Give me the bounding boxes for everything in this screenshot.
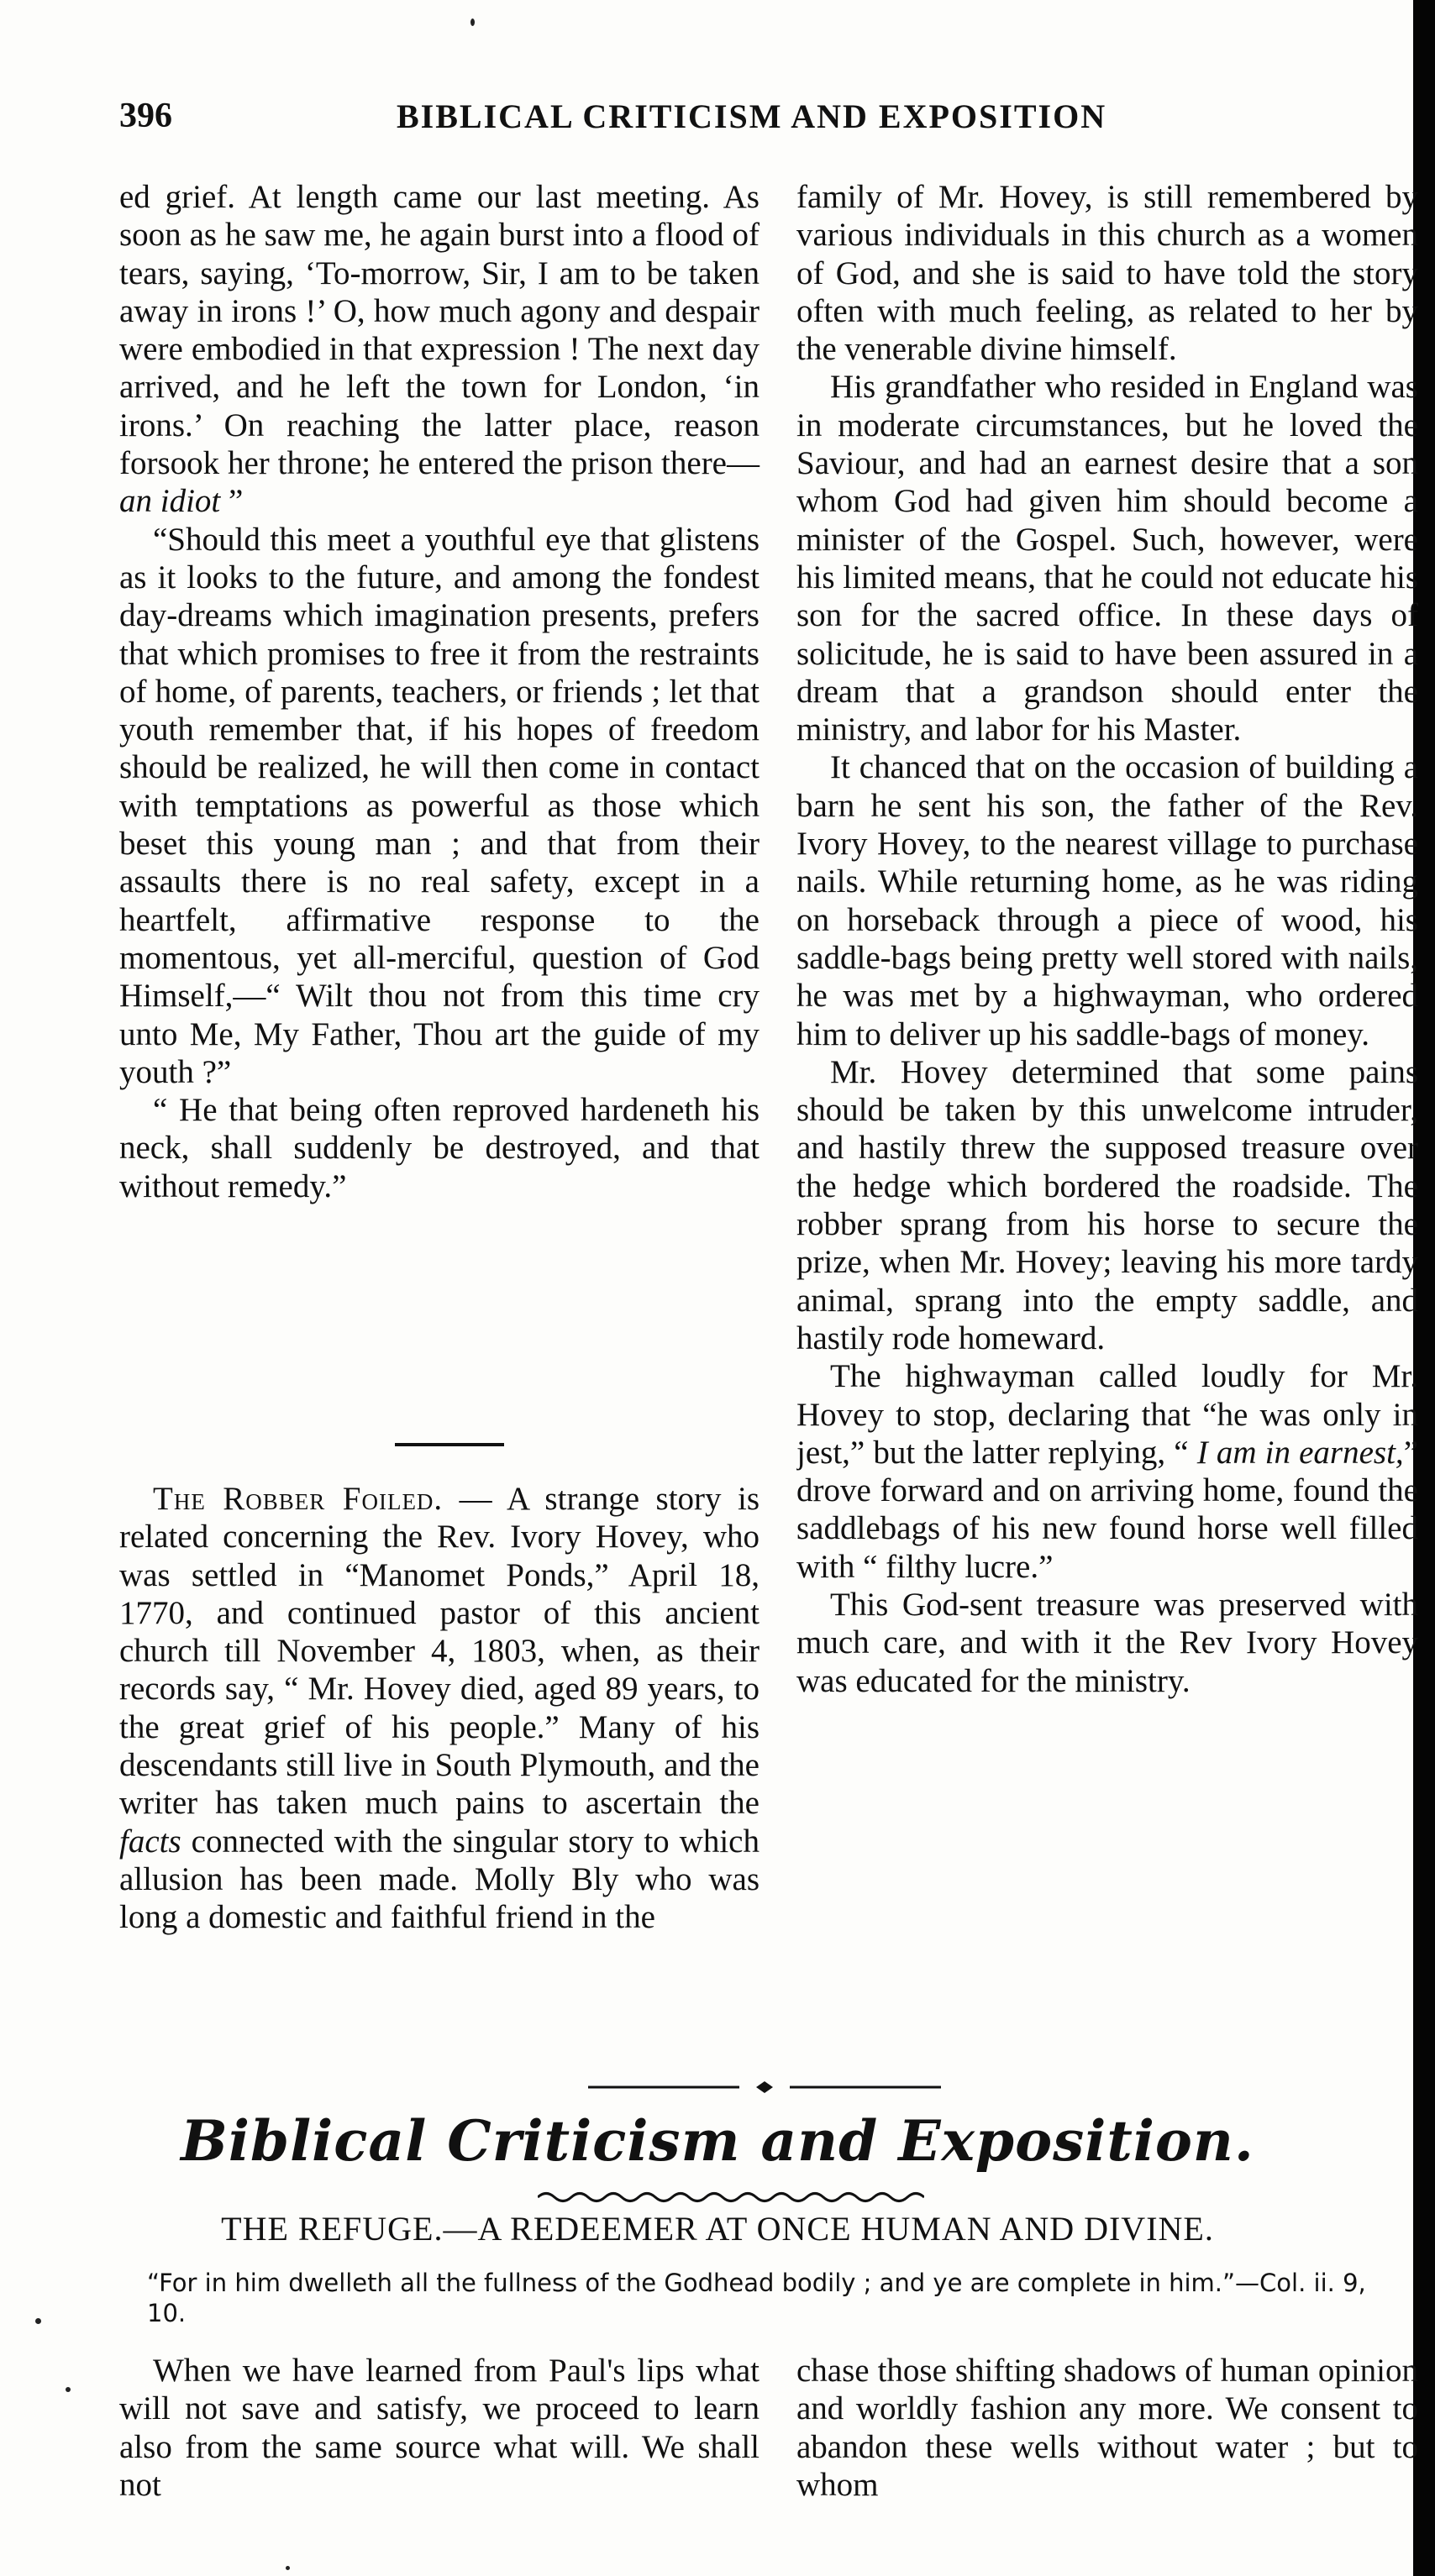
paragraph: His grandfather who resided in England was in moderate circumstances, but he loved the Saviour, and had an earnest desire that a son whom God had given him should become a minister of the Gospel. Such, however, were his limited means, that he could not educate his son for the sacred office. In these days of solicitude, he is said to have been assured in a dream that a grandson should enter the ministry, and labor for his Master. xyxy=(796,369,1418,748)
epigraph: “For in him dwelleth all the fullness of the Godhead bodily ; and ye are complete in him.”—Col. ii. 9, 10. xyxy=(147,2269,1366,2327)
ink-speck xyxy=(35,2318,41,2324)
paragraph: ed grief. At length came our last meeting. As soon as he saw me, he again burst into a flood of tears, saying, ‘To-morrow, Sir, I am to be taken away in irons !’ O, how much agony and despair were embodied in that expression ! The next day arrived, and he left the town for London, ‘in irons.’ On reaching the latter place, reason forsook her throne; he entered the prison there—an idiot ” xyxy=(119,179,760,520)
running-header xyxy=(119,91,1186,141)
robber-story xyxy=(119,1480,760,1937)
wavy-rule xyxy=(538,2188,924,2206)
section-title: Biblical Criticism and Exposition. xyxy=(181,2108,1254,2174)
right-column-top xyxy=(796,178,1418,1700)
section-divider xyxy=(395,1443,504,1446)
left-column-top xyxy=(119,178,760,1205)
right-column-bottom xyxy=(796,2352,1418,2504)
paragraph: When we have learned from Paul's lips what will not save and satisfy, we proceed to learn also from the same source what will. We shall not xyxy=(119,2353,760,2503)
paragraph: This God-sent treasure was preserved with much care, and with it the Rev Ivory Hovey was educated for the ministry. xyxy=(796,1586,1418,1699)
page-number: 396 xyxy=(119,97,172,135)
running-title: BIBLICAL CRITICISM AND EXPOSITION xyxy=(397,97,1107,135)
ink-speck xyxy=(66,2387,71,2392)
story-heading: The Robber Foiled. xyxy=(153,1481,444,1517)
article-subtitle: THE REFUGE.—A REDEEMER AT ONCE HUMAN AND DIVINE. xyxy=(221,2210,1214,2248)
paragraph: Mr. Hovey determined that some pains should be taken by this unwelcome intruder, and hastily threw the supposed treasure over the hedge which bordered the roadside. The robber sprang from his horse to secure the prize, when Mr. Hovey; leaving his more tardy animal, sprang into the empty saddle, and hastily rode homeward. xyxy=(796,1053,1418,1356)
paragraph: The highwayman called loudly for Mr. Hovey to stop, declaring that “he was only in jest,” but the latter replying, “ I am in earnest,” drove forward and on arriving home, found the saddlebags of his new found horse well filled with “ filthy lucre.” xyxy=(796,1358,1418,1585)
ornament-rule xyxy=(588,2079,941,2096)
ink-speck xyxy=(286,2566,290,2570)
ink-speck xyxy=(470,18,475,26)
paragraph: family of Mr. Hovey, is still remembered by various individuals in this church as a women of God, and she is said to have told the story often with much feeling, as related to her by the venerable divine himself. xyxy=(796,179,1418,368)
paragraph: It chanced that on the occasion of building a barn he sent his son, the father of the Rev. Ivory Hovey, to the nearest village to purchase nails. While returning home, as he was riding on horseback through a piece of wood, his saddle-bags being pretty well stored with nails, he was met by a highwayman, who ordered him to deliver up his saddle-bags of money. xyxy=(796,749,1418,1052)
paragraph: “Should this meet a youthful eye that glistens as it looks to the future, and among the fondest day-dreams which imagination presents, prefers that which promises to free it from the restraints of home, of parents, teachers, or friends ; let that youth remember that, if his hopes of freedom should be realized, he will then come in contact with temptations as powerful as those which beset this young man ; and that from their assaults there is no real safety, except in a heartfelt, affirmative response to the momentous, yet all-merciful, question of God Himself,—“ Wilt thou not from this time cry unto Me, My Father, Thou art the guide of my youth ?” xyxy=(119,521,760,1090)
left-column-bottom xyxy=(119,2352,760,2504)
paragraph: “ He that being often reproved hardeneth his neck, shall suddenly be destroyed, and that without remedy.” xyxy=(119,1092,760,1204)
paragraph: The Robber Foiled. — A strange story is related concerning the Rev. Ivory Hovey, who was settled in “Manomet Ponds,” April 18, 1770, and continued pastor of this ancient church till November 4, 1803, when, as their records say, “ Mr. Hovey died, aged 89 years, to the great grief of his people.” Many of his descendants still live in South Plymouth, and the writer has taken much pains to ascertain the facts connected with the singular story to which allusion has been made. Molly Bly who was long a domestic and faithful friend in the xyxy=(119,1481,760,1936)
paragraph: chase those shifting shadows of human opinion and worldly fashion any more. We consent to abandon these wells without water ; but to whom xyxy=(796,2353,1418,2503)
